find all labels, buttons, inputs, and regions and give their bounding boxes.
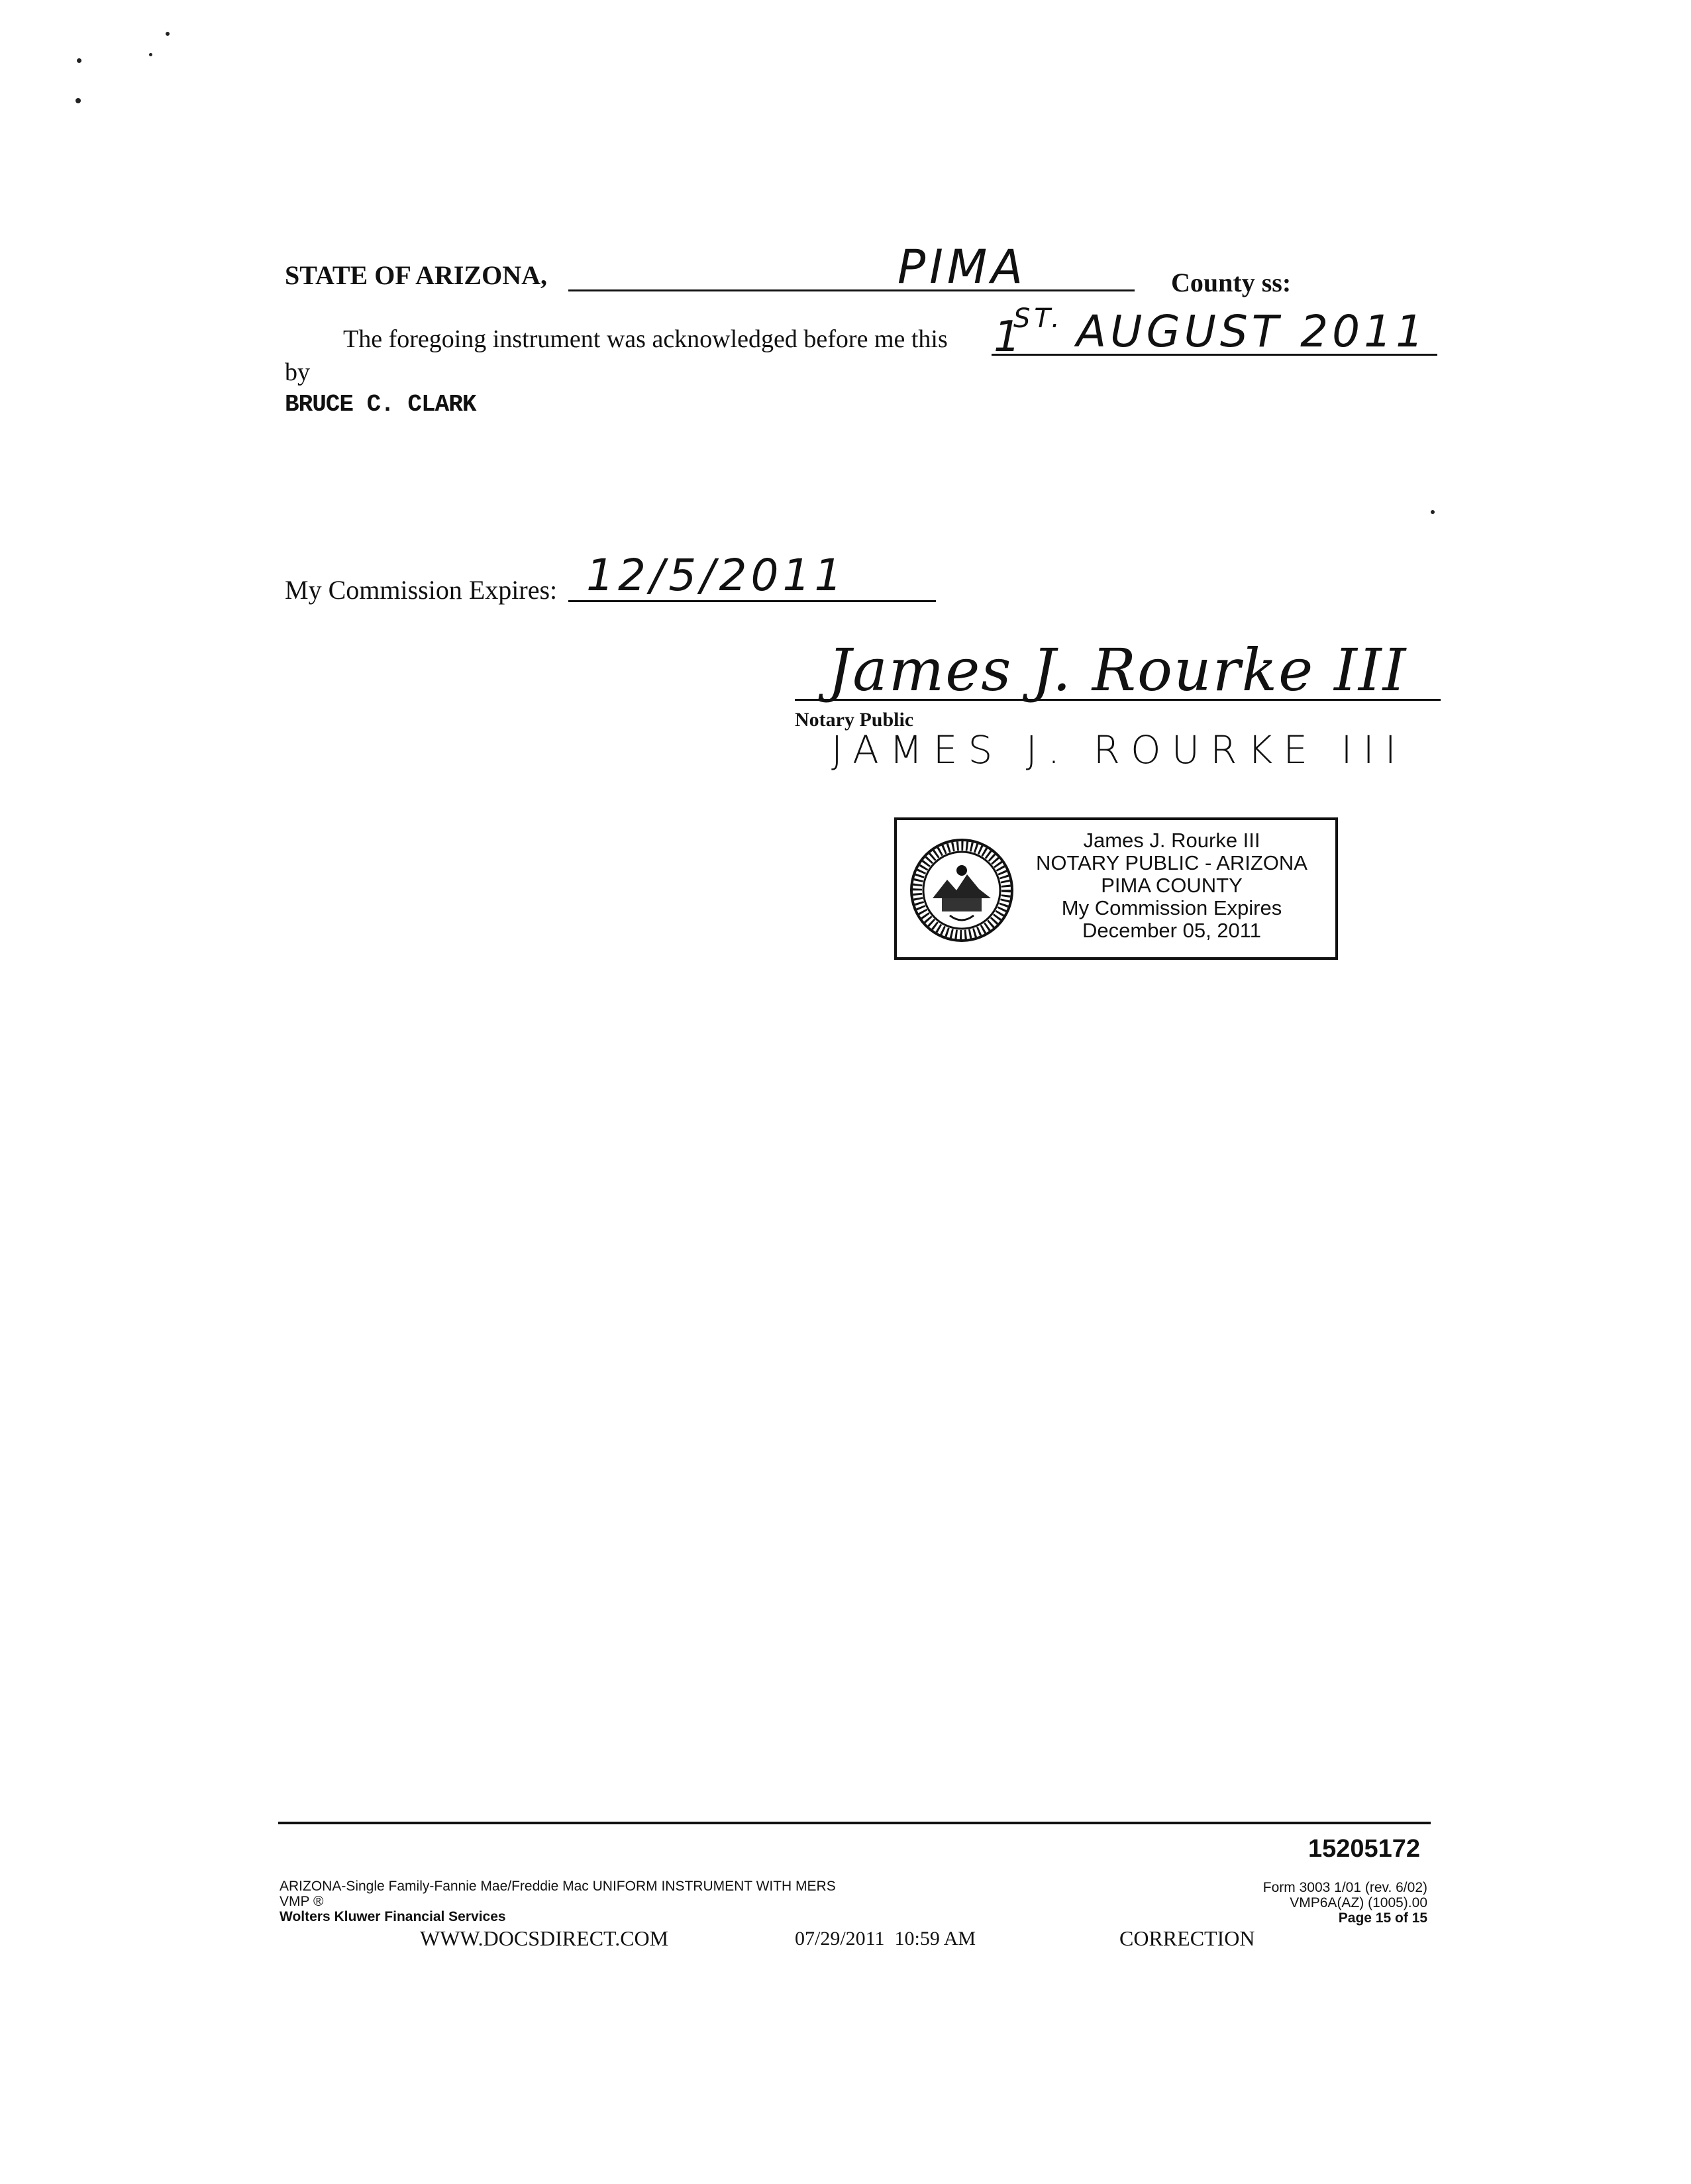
notary-signature: James J. Rourke III (828, 636, 1408, 704)
by-label: by (285, 358, 310, 386)
scan-speck (1431, 510, 1435, 514)
scan-speck (76, 98, 81, 103)
stamp-line-name: James J. Rourke III (1083, 829, 1260, 852)
document-number: 15205172 (1308, 1835, 1421, 1863)
stamp-line-commission-date: December 05, 2011 (1082, 919, 1261, 942)
website: WWW.DOCSDIRECT.COM (420, 1926, 669, 1950)
scan-speck (149, 53, 152, 56)
date-day-handwritten: 1 (994, 313, 1025, 362)
stamp-line-title: NOTARY PUBLIC - ARIZONA (1036, 851, 1307, 874)
date-month-year-handwritten: AUGUST 2011 (1076, 306, 1428, 357)
notary-printed-name: JAMES J. ROURKE III (831, 727, 1407, 772)
form-number: Form 3003 1/01 (rev. 6/02) (1262, 1880, 1427, 1895)
notary-public-label: Notary Public (795, 709, 914, 731)
instrument-line: ARIZONA-Single Family-Fannie Mae/Freddie Mac UNIFORM INSTRUMENT WITH MERS (280, 1879, 836, 1894)
date-day-suffix-handwritten: ST. (1013, 303, 1064, 334)
vmp-label: VMP ® (280, 1894, 324, 1909)
county-label: County ss: (1171, 268, 1292, 297)
commission-label: My Commission Expires: (285, 575, 558, 605)
arizona-seal-icon (909, 837, 1015, 943)
county-value-handwritten: PIMA (897, 240, 1027, 294)
publisher-label: Wolters Kluwer Financial Services (280, 1909, 506, 1924)
state-label: STATE OF ARIZONA, (285, 260, 547, 290)
correction-status: CORRECTION (1119, 1926, 1255, 1950)
form-code: VMP6A(AZ) (1005).00 (1290, 1895, 1427, 1910)
foregoing-text: The foregoing instrument was acknowledged before me this (343, 325, 948, 353)
notary-stamp (894, 817, 1338, 960)
stamp-line-commission-label: My Commission Expires (1061, 896, 1282, 919)
county-blank-line (568, 289, 1135, 291)
commission-value-handwritten: 12/5/2011 (586, 550, 846, 601)
acknowledged-name: BRUCE C. CLARK (285, 391, 476, 418)
print-timestamp: 07/29/2011 10:59 AM (795, 1928, 976, 1950)
stamp-line-county: PIMA COUNTY (1101, 874, 1243, 897)
scan-speck (166, 32, 170, 36)
footer-rule (278, 1822, 1431, 1824)
page-count: Page 15 of 15 (1338, 1910, 1427, 1926)
scan-speck (77, 58, 81, 63)
